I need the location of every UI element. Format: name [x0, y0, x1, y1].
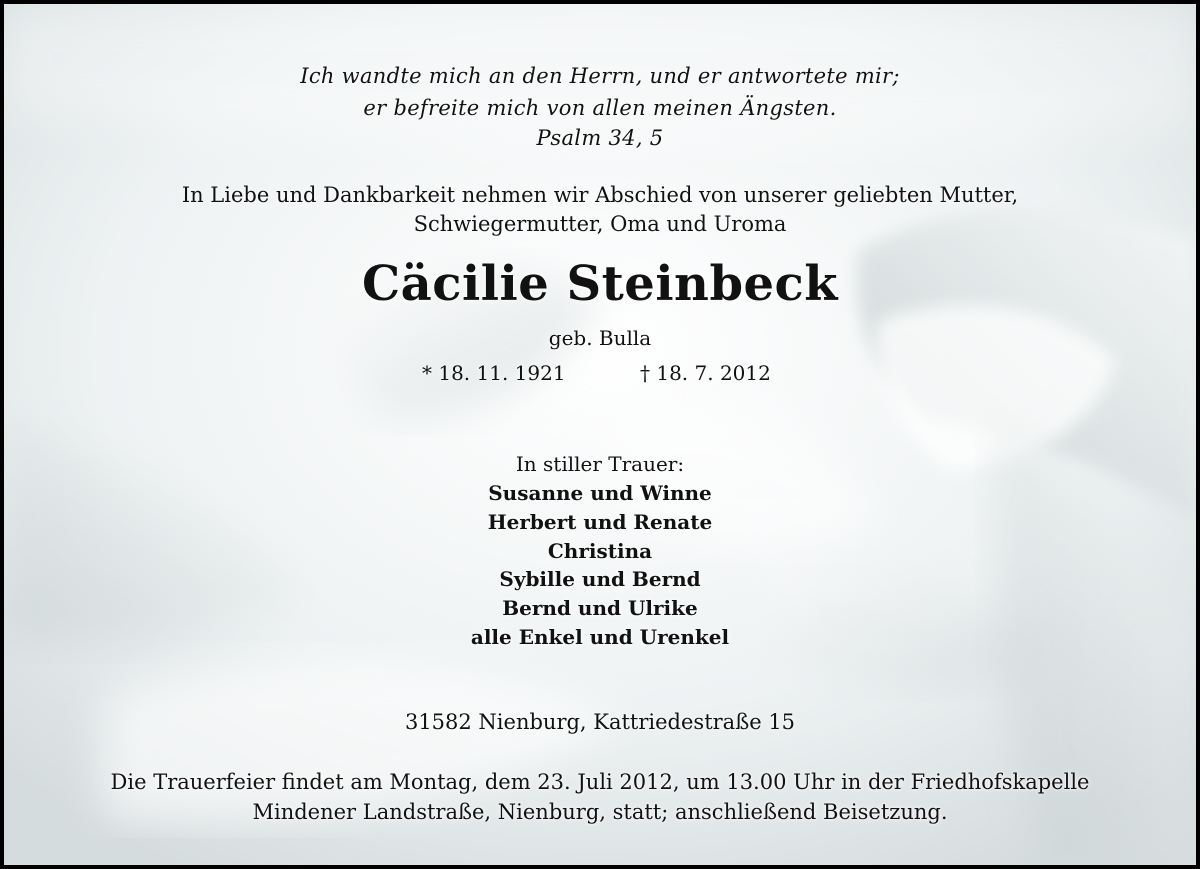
service-line-1: Die Trauerfeier findet am Montag, dem 23. Juli 2012, um 13.00 Uhr in der Friedhofskapelle	[110, 770, 1090, 794]
mourner-name: Herbert und Renate	[487, 510, 713, 534]
birth-name: geb. Bulla	[548, 326, 652, 350]
verse-reference: Psalm 34, 5	[536, 126, 664, 150]
mourner-name: Bernd und Ulrike	[502, 596, 698, 620]
service-line-2: Mindener Landstraße, Nienburg, statt; anschließend Beisetzung.	[252, 800, 948, 824]
birth-date: * 18. 11. 1921	[422, 361, 566, 385]
mourners-heading: In stiller Trauer:	[515, 452, 685, 476]
death-date: † 18. 7. 2012	[640, 361, 771, 385]
mourner-name: alle Enkel und Urenkel	[470, 625, 730, 649]
obituary-content	[4, 4, 1196, 865]
verse-line-1: Ich wandte mich an den Herrn, und er antwortete mir;	[300, 64, 900, 88]
intro-line-2: Schwiegermutter, Oma und Uroma	[413, 212, 787, 236]
intro-line-1: In Liebe und Dankbarkeit nehmen wir Abschied von unserer geliebten Mutter,	[181, 183, 1019, 207]
mourner-name: Christina	[547, 539, 653, 563]
verse-line-2: er befreite mich von allen meinen Ängsten.	[363, 96, 837, 120]
mourner-name: Sybille und Bernd	[499, 567, 701, 591]
mourner-name: Susanne und Winne	[488, 481, 712, 505]
address: 31582 Nienburg, Kattriedestraße 15	[404, 710, 796, 734]
life-dates	[4, 361, 1196, 391]
deceased-name: Cäcilie Steinbeck	[361, 256, 839, 312]
